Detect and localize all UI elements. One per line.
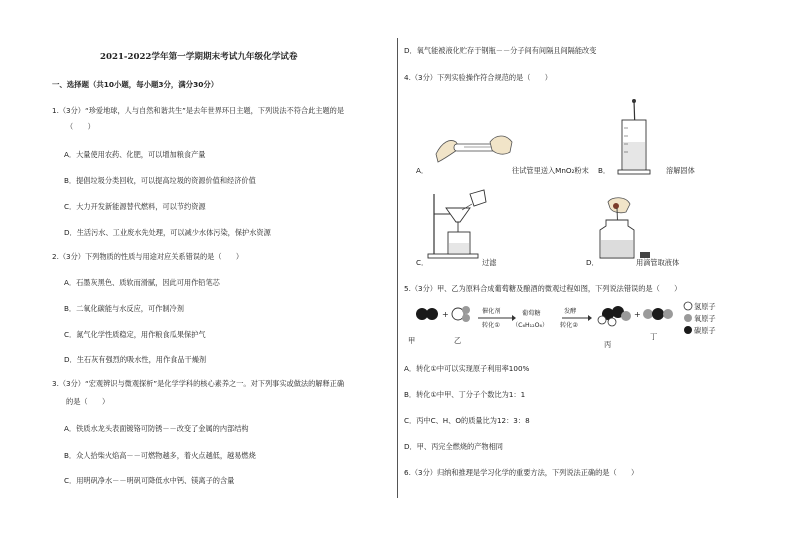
- q5-stem: 5.（3分）甲、乙为原料合成葡萄糖及酿酒的微观过程如图，下列说法错误的是（ ）: [404, 284, 682, 293]
- q4-stem: 4.（3分）下列实验操作符合规范的是（ ）: [404, 73, 552, 82]
- q4-caption-c-prefix: C．: [416, 258, 429, 267]
- q2-option-c: C．氮气化学性质稳定，用作粮食瓜果保护气: [64, 330, 206, 339]
- q1-option-a: A．大量使用农药、化肥，可以增加粮食产量: [64, 150, 206, 159]
- q1-stem-paren: （ ）: [66, 122, 95, 131]
- q4-figure-c: [426, 188, 496, 260]
- q5-label-yi: 乙: [454, 336, 462, 345]
- legend-oxygen-atom: [684, 314, 692, 322]
- q4-caption-a: 往试管里送入MnO₂粉末: [512, 166, 589, 175]
- legend-hydrogen-atom: [684, 302, 692, 310]
- q5-arrow1-top: 催化剂: [482, 308, 501, 315]
- q1-option-d: D．生活污水、工业废水先处理，可以减少水体污染，保护水资源: [64, 228, 271, 237]
- q2-option-d: D．生石灰有强烈的吸水性，用作食品干燥剂: [64, 355, 207, 364]
- q3-stem: 3.（3分）“宏观辨识与微观探析”是化学学科的核心素养之一。对下列事实或做法的解释正确: [52, 379, 345, 388]
- exam-title: 2021-2022学年第一学期期末考试九年级化学试卷: [100, 52, 298, 62]
- molecule-yi: [452, 306, 470, 322]
- q5-arrow2-bottom: 转化②: [560, 322, 578, 329]
- column-divider: [397, 38, 398, 498]
- q3-option-b: B．众人拾柴火焰高－－可燃物越多，着火点越低，越易燃烧: [64, 451, 256, 460]
- q4-caption-b-prefix: B．: [598, 166, 611, 175]
- q4-caption-d: 用滴管取液体: [636, 258, 680, 267]
- q5-glucose-name: 葡萄糖: [522, 310, 541, 317]
- q4-caption-d-prefix: D．: [586, 258, 599, 267]
- q4-caption-c: 过滤: [482, 258, 497, 267]
- q4-figure-b: [614, 98, 654, 178]
- q5-option-b: B．转化①中甲、丁分子个数比为1：1: [404, 390, 526, 399]
- q5-glucose-formula: （C₆H₁₂O₆）: [512, 322, 549, 329]
- molecule-bing: [598, 306, 631, 326]
- q5-option-d: D．甲、丙完全燃烧的产物相同: [404, 442, 503, 451]
- molecule-jia: [416, 308, 438, 320]
- q3-option-d: D．氧气能被液化贮存于钢瓶－－分子间有间隔且间隔能改变: [404, 46, 597, 55]
- q4-caption-b: 溶解固体: [666, 166, 695, 175]
- q5-legend-carbon: 碳原子: [694, 326, 716, 335]
- section-heading: 一、选择题（共10小题，每小题3分，满分30分）: [52, 80, 219, 89]
- q3-option-a: A．铁质水龙头表面镀铬可防锈－－改变了金属的内部结构: [64, 424, 249, 433]
- q6-stem: 6.（3分）归纳和推理是学习化学的重要方法，下列说法正确的是（ ）: [404, 468, 639, 477]
- q2-stem: 2.（3分）下列物质的性质与用途对应关系错误的是（ ）: [52, 252, 244, 261]
- q4-figure-d: [590, 196, 650, 260]
- svg-text:+: +: [442, 310, 449, 319]
- q5-label-bing: 丙: [604, 340, 612, 349]
- molecule-ding: [643, 308, 673, 320]
- q3-option-c: C．用明矾净水－－明矾可降低水中钙、镁离子的含量: [64, 476, 235, 485]
- q4-figure-a: [434, 128, 514, 168]
- q5-arrow1-bottom: 转化①: [482, 322, 500, 329]
- q5-label-ding: 丁: [650, 332, 658, 341]
- q2-option-a: A．石墨灰黑色、质软而滑腻，因此可用作铅笔芯: [64, 278, 220, 287]
- q1-option-c: C．大力开发新能源替代燃料，可以节约资源: [64, 202, 206, 211]
- q2-option-b: B．二氧化碳能与水反应，可作制冷剂: [64, 304, 184, 313]
- q5-option-a: A．转化①中可以实现原子利用率100%: [404, 364, 530, 373]
- q5-legend-oxygen: 氧原子: [694, 314, 716, 323]
- legend-carbon-atom: [684, 326, 692, 334]
- q5-legend-hydrogen: 氢原子: [694, 302, 716, 311]
- q1-option-b: B．提倡垃圾分类回收，可以提高垃圾的资源价值和经济价值: [64, 176, 256, 185]
- q4-caption-a-prefix: A．: [416, 166, 429, 175]
- q3-stem-line2: 的是（ ）: [66, 397, 110, 406]
- q5-label-jia: 甲: [408, 336, 416, 345]
- q5-option-c: C．丙中C、H、O的质量比为12：3：8: [404, 416, 530, 425]
- q5-arrow2-top: 发酵: [564, 308, 577, 315]
- svg-text:+: +: [634, 310, 641, 319]
- q1-stem: 1.（3分）“珍爱地球，人与自然和谐共生”是去年世界环日主题，下列说法不符合此主题的是: [52, 106, 345, 115]
